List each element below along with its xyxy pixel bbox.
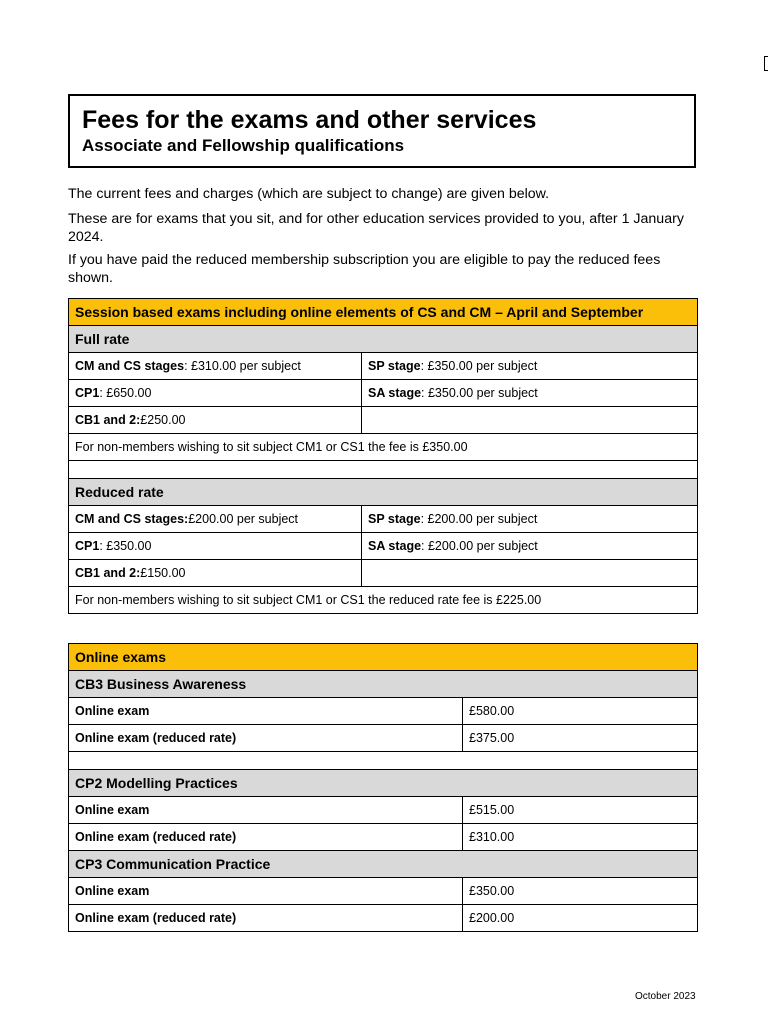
cell-label: CP1: [75, 386, 100, 400]
exam-price: £350.00: [469, 884, 515, 898]
page-corner-mark: [764, 56, 768, 71]
cell-value: : £350.00 per subject: [420, 359, 538, 373]
cell-value: £200.00 per subject: [188, 512, 299, 526]
table-row: [68, 532, 698, 559]
table-heading: Session based exams including online elements of CS and CM – April and September: [75, 304, 644, 320]
spacer-row: [68, 751, 698, 769]
exam-price: £515.00: [469, 803, 515, 817]
cell-label: CP1: [75, 539, 100, 553]
session-exams-table: [68, 298, 698, 614]
table-row: [68, 379, 698, 406]
exam-price: £580.00: [469, 704, 515, 718]
cell-value: : £650.00: [99, 386, 152, 400]
table-heading-row: [68, 298, 698, 325]
table-row: [68, 406, 698, 433]
cell-value: : £350.00: [99, 539, 152, 553]
table-row: [68, 559, 698, 586]
section-title: CP2 Modelling Practices: [75, 775, 238, 791]
exam-price: £200.00: [469, 911, 515, 925]
footer-date: October 2023: [635, 991, 696, 1002]
section-row: [68, 478, 698, 505]
table-cell: [69, 533, 362, 559]
section-row: [68, 769, 698, 796]
table-cell: [69, 506, 362, 532]
note-row: [68, 433, 698, 460]
note-row: [68, 586, 698, 614]
exam-price: £375.00: [469, 731, 515, 745]
cell-label: CB1 and 2:: [75, 413, 141, 427]
table-cell: [69, 407, 362, 433]
cell-label: CM and CS stages: [75, 359, 185, 373]
section-title: Reduced rate: [75, 484, 164, 500]
intro-paragraph: If you have paid the reduced membership subscription you are eligible to pay the reduced fees shown.: [68, 252, 661, 286]
intro-paragraph: The current fees and charges (which are subject to change) are given below.: [68, 186, 550, 202]
table-cell: [362, 407, 697, 433]
online-exams-table: [68, 643, 698, 932]
table-cell: [362, 380, 697, 406]
cell-label: SP stage: [368, 359, 421, 373]
exam-label: Online exam: [69, 878, 463, 904]
table-row: [68, 796, 698, 823]
section-title: CP3 Communication Practice: [75, 856, 271, 872]
exam-label: Online exam (reduced rate): [69, 725, 463, 751]
cell-label: SP stage: [368, 512, 421, 526]
exam-price: £310.00: [469, 830, 515, 844]
cell-label: SA stage: [368, 386, 422, 400]
section-row: [68, 325, 698, 352]
cell-label: SA stage: [368, 539, 422, 553]
table-row: [68, 505, 698, 532]
table-row: [68, 352, 698, 379]
table-row: [68, 823, 698, 850]
table-cell: [362, 533, 697, 559]
cell-value: : £350.00 per subject: [421, 386, 538, 400]
table-row: [68, 724, 698, 751]
table-cell: [362, 560, 697, 586]
exam-label: Online exam: [69, 698, 463, 724]
page-title: Fees for the exams and other services: [82, 106, 537, 134]
cell-label: CB1 and 2:: [75, 566, 141, 580]
fee-note: For non-members wishing to sit subject CM1 or CS1 the fee is £350.00: [75, 440, 468, 454]
table-cell: [362, 506, 697, 532]
cell-value: : £200.00 per subject: [420, 512, 538, 526]
spacer-row: [68, 460, 698, 478]
title-box: [68, 94, 696, 168]
cell-value: : £200.00 per subject: [421, 539, 538, 553]
section-title: CB3 Business Awareness: [75, 676, 247, 692]
table-cell: [362, 353, 697, 379]
table-row: [68, 877, 698, 904]
cell-value: £250.00: [140, 413, 186, 427]
table-cell: [69, 380, 362, 406]
section-row: [68, 670, 698, 697]
cell-value: : £310.00 per subject: [184, 359, 301, 373]
section-row: [68, 850, 698, 877]
page-subtitle: Associate and Fellowship qualifications: [82, 136, 405, 155]
intro-paragraph: These are for exams that you sit, and for other education services provided to you, after 1 January 2024.: [68, 211, 684, 245]
cell-value: £150.00: [140, 566, 186, 580]
cell-label: CM and CS stages:: [75, 512, 189, 526]
table-heading-row: [68, 643, 698, 670]
section-title: Full rate: [75, 331, 130, 347]
table-row: [68, 904, 698, 932]
fee-note: For non-members wishing to sit subject CM1 or CS1 the reduced rate fee is £225.00: [75, 593, 542, 607]
table-cell: [69, 560, 362, 586]
table-cell: [69, 353, 362, 379]
exam-label: Online exam (reduced rate): [69, 905, 463, 931]
exam-label: Online exam: [69, 797, 463, 823]
exam-label: Online exam (reduced rate): [69, 824, 463, 850]
table-heading: Online exams: [75, 649, 167, 665]
table-row: [68, 697, 698, 724]
